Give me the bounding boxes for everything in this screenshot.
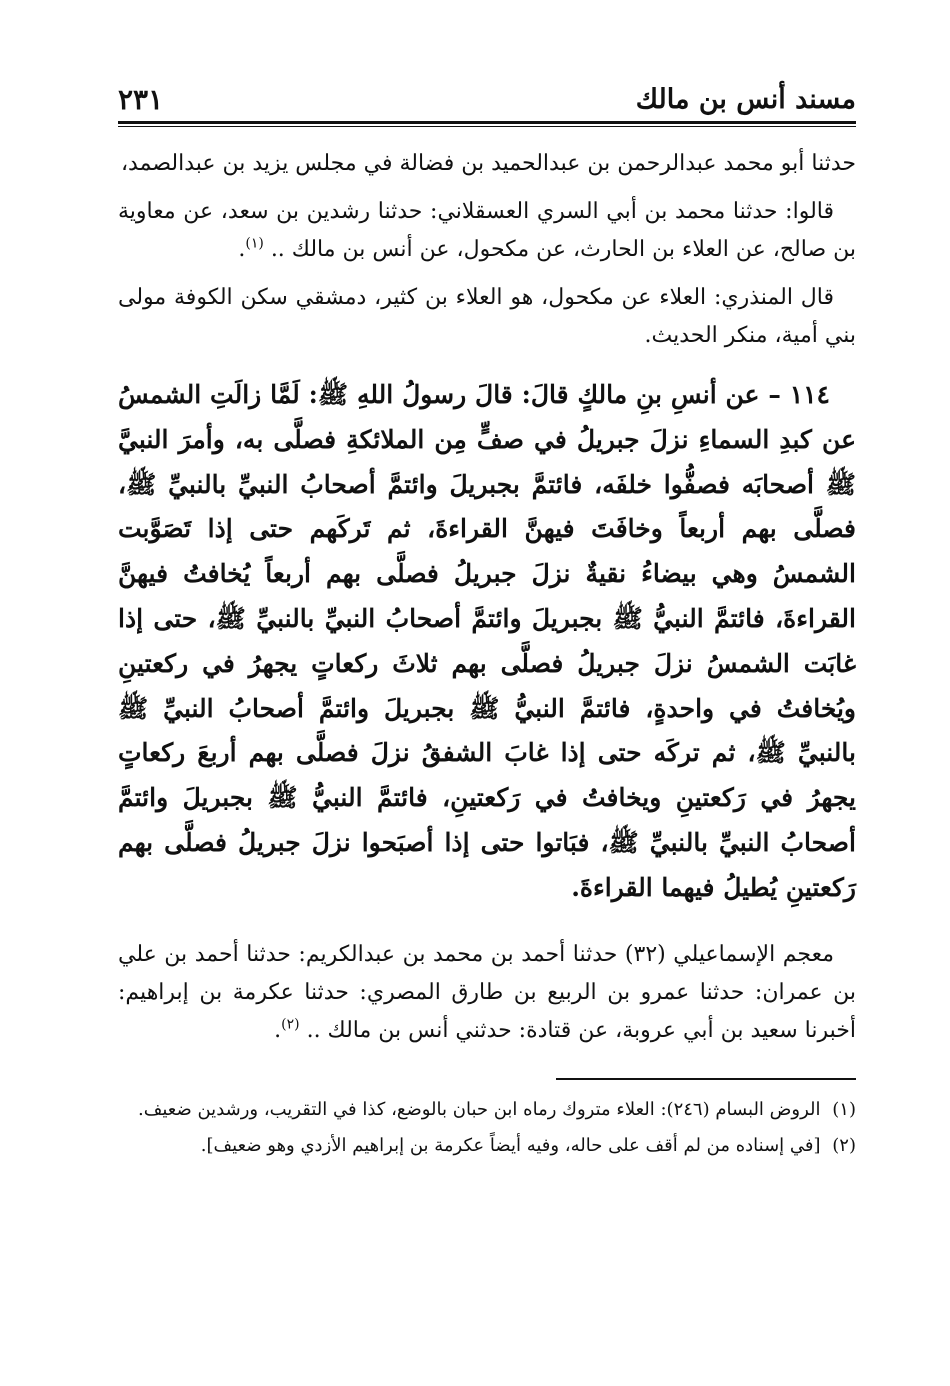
running-header [118, 82, 856, 118]
hadith-114 [118, 373, 856, 911]
footnote-ref-2: (٢) [281, 1016, 300, 1033]
header-rule [118, 121, 856, 127]
header-title: مسند أنس بن مالك [635, 84, 856, 115]
footnote-2-number: (٢) [832, 1134, 856, 1156]
footnote-1-text: الروض البسام (٢٤٦): العلاء متروك رماه ابن حبان بالوضع، كذا في التقريب، ورشدين ضعيف. [138, 1098, 821, 1120]
paragraph-ismaili-chain-text: معجم الإسماعيلي (٣٢) حدثنا أحمد بن محمد بن عبدالكريم: حدثنا أحمد بن علي بن عمران: حدثنا عمرو بن الربيع بن طارق المصري: حدثنا عكرمة بن إبراهيم: أخبرنا سعيد بن أبي عروبة، عن قتادة: حدثني أنس بن مالك .. [118, 941, 856, 1043]
footnote-separator [556, 1078, 856, 1080]
paragraph-chain-narrators [118, 193, 856, 269]
footnotes [118, 1094, 856, 1162]
book-page [118, 82, 856, 1322]
page-number: ٢٣١ [118, 83, 164, 116]
paragraph-mundhiri-note [118, 279, 856, 355]
footnote-1 [118, 1094, 856, 1126]
footnote-1-number: (١) [832, 1098, 856, 1120]
footnote-ref-1: (١) [245, 235, 264, 252]
paragraph-mundhiri-note-text: قال المنذري: العلاء عن مكحول، هو العلاء بن كثير، دمشقي سكن الكوفة مولى بني أمية، منكر الحديث. [118, 285, 856, 348]
paragraph-ismaili-chain [118, 936, 856, 1050]
paragraph-chain-intro-text: حدثنا أبو محمد عبدالرحمن بن عبدالحميد بن فضالة في مجلس يزيد بن عبدالصمد، [120, 151, 856, 176]
footnote-2 [118, 1130, 856, 1162]
period: . [274, 1017, 282, 1043]
hadith-114-text: ١١٤ – عن أنسِ بنِ مالكٍ قالَ: قالَ رسولُ اللهِ ﷺ: لَمَّا زالَتِ الشمسُ عن كبدِ السماءِ نزلَ جبريلُ في صفٍّ مِن الملائكةِ فصلَّى به، وأمرَ النبيَّ ﷺ أصحابَه فصفُّوا خلفَه، فائتمَّ بجبريلَ وائتمَّ أصحابُ النبيِّ بالنبيِّ ﷺ، فصلَّى بهم أربعاً وخافَتَ فيهنَّ القراءةَ، ثم تَركَهم حتى إذا تَصَوَّبت الشمسُ وهي بيضاءُ نقيةٌ نزلَ جبريلُ فصلَّى بهم أربعاً يُخافتُ فيهنَّ القراءةَ، فائتمَّ النبيُّ ﷺ بجبريلَ وائتمَّ أصحابُ النبيِّ بالنبيِّ ﷺ، حتى إذا غابَت الشمسُ نزلَ جبريلُ فصلَّى بهم ثلاثَ ركعاتٍ يجهرُ في ركعتينِ ويُخافتُ في واحدةٍ، فائتمَّ النبيُّ ﷺ بجبريلَ وائتمَّ أصحابُ النبيِّ ﷺ بالنبيِّ ﷺ، ثم تركَه حتى إذا غابَ الشفقُ نزلَ فصلَّى بهم أربعَ ركعاتٍ يجهرُ في رَكعتينِ ويخافتُ في رَكعتينِ، فائتمَّ النبيُّ ﷺ بجبريلَ وائتمَّ أصحابُ النبيِّ بالنبيِّ ﷺ، فبَاتوا حتى إذا أصبَحوا نزلَ جبريلُ فصلَّى بهم رَكعتينِ يُطيلُ فيهما القراءةَ. [118, 380, 856, 902]
paragraph-chain-intro [118, 145, 856, 183]
period: . [238, 237, 246, 262]
paragraph-chain-narrators-text: قالوا: حدثنا محمد بن أبي السري العسقلاني: حدثنا رشدين بن سعد، عن معاوية بن صالح، عن العلاء بن الحارث، عن مكحول، عن أنس بن مالك .. [118, 199, 856, 262]
footnote-2-text: [في إسناده من لم أقف على حاله، وفيه أيضاً عكرمة بن إبراهيم الأزدي وهو ضعيف]. [200, 1134, 821, 1156]
